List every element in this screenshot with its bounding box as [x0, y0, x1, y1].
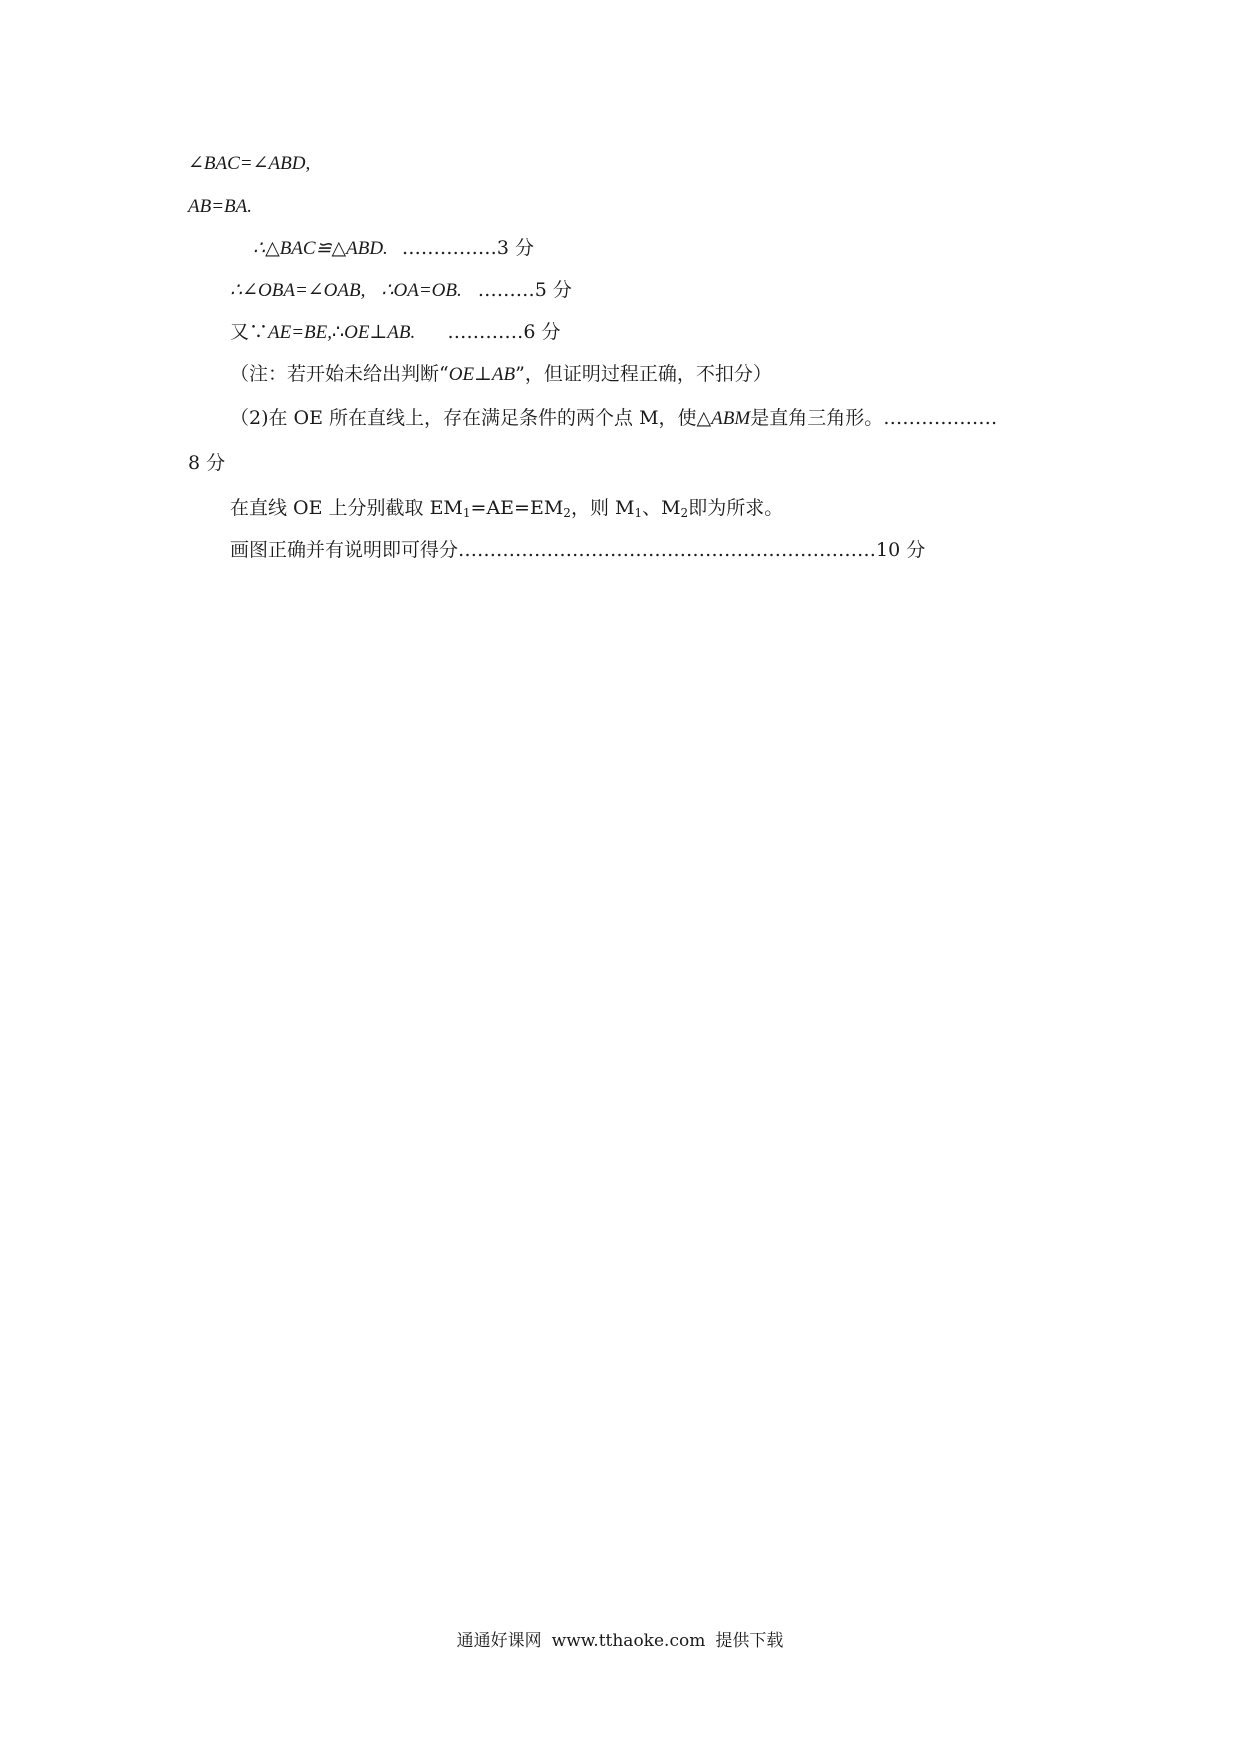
- part-2-text: （2)在 OE 所在直线上，存在满足条件的两个点 M，使△: [230, 407, 712, 429]
- subscript-3: 1: [634, 506, 643, 520]
- drawing-score-text: 画图正确并有说明即可得分…………………………………………………………10 分: [230, 539, 926, 561]
- grading-note: [230, 361, 772, 388]
- congruence-statement: ∴△BAC≌△ABD.: [253, 238, 388, 259]
- proof-line-isosceles: [230, 277, 572, 304]
- construction-line: [230, 495, 783, 526]
- construction-text-a: 在直线 OE 上分别截取 EM: [230, 497, 463, 519]
- score-3: ……………3 分: [401, 237, 534, 259]
- score-5: ………5 分: [477, 279, 572, 301]
- triangle-abm: ABM: [711, 408, 751, 429]
- score-6: …………6 分: [447, 321, 561, 343]
- proof-line-side: [188, 193, 252, 220]
- part-2-statement: [230, 405, 997, 432]
- score-8: 8 分: [188, 452, 226, 474]
- construction-text-d: 、M: [642, 497, 681, 519]
- construction-text-b: =AE=EM: [470, 497, 564, 519]
- oa-equals-ob: ∴OA=OB.: [381, 280, 462, 301]
- part-2-score-line: [188, 450, 225, 476]
- because-prefix: 又∵: [230, 321, 269, 343]
- footer-url[interactable]: www.tthaoke.com: [551, 1631, 706, 1651]
- oe-perp-ab: OE⊥AB.: [344, 322, 416, 343]
- note-prefix: （注：若开始未给出判断“: [230, 363, 449, 385]
- drawing-score-line: [230, 537, 925, 563]
- subscript-1: 1: [462, 506, 471, 520]
- note-suffix: ”，但证明过程正确，不扣分）: [515, 363, 772, 385]
- footer-tail: 提供下载: [715, 1631, 784, 1651]
- proof-line-angle: [188, 150, 310, 177]
- angle-equality: ∠BAC=∠ABD,: [188, 153, 311, 174]
- page-footer: [0, 1629, 1240, 1653]
- subscript-2: 2: [563, 506, 571, 520]
- note-math: OE⊥AB: [448, 364, 516, 385]
- side-equality: AB=BA.: [188, 196, 252, 217]
- ae-equals-be: AE=BE,: [268, 322, 333, 343]
- proof-line-congruence: [253, 235, 534, 262]
- subscript-4: 2: [680, 506, 689, 520]
- construction-text-c: ，则 M: [570, 497, 635, 519]
- construction-text-e: 即为所求。: [688, 497, 784, 519]
- part-2-dots: 是直角三角形。………………: [750, 407, 998, 429]
- proof-line-perpendicular: [230, 319, 560, 346]
- angle-oba-oab: ∴∠OBA=∠OAB,: [230, 280, 366, 301]
- footer-site-name: 通通好课网: [456, 1631, 542, 1651]
- therefore-symbol: ∴: [332, 321, 345, 343]
